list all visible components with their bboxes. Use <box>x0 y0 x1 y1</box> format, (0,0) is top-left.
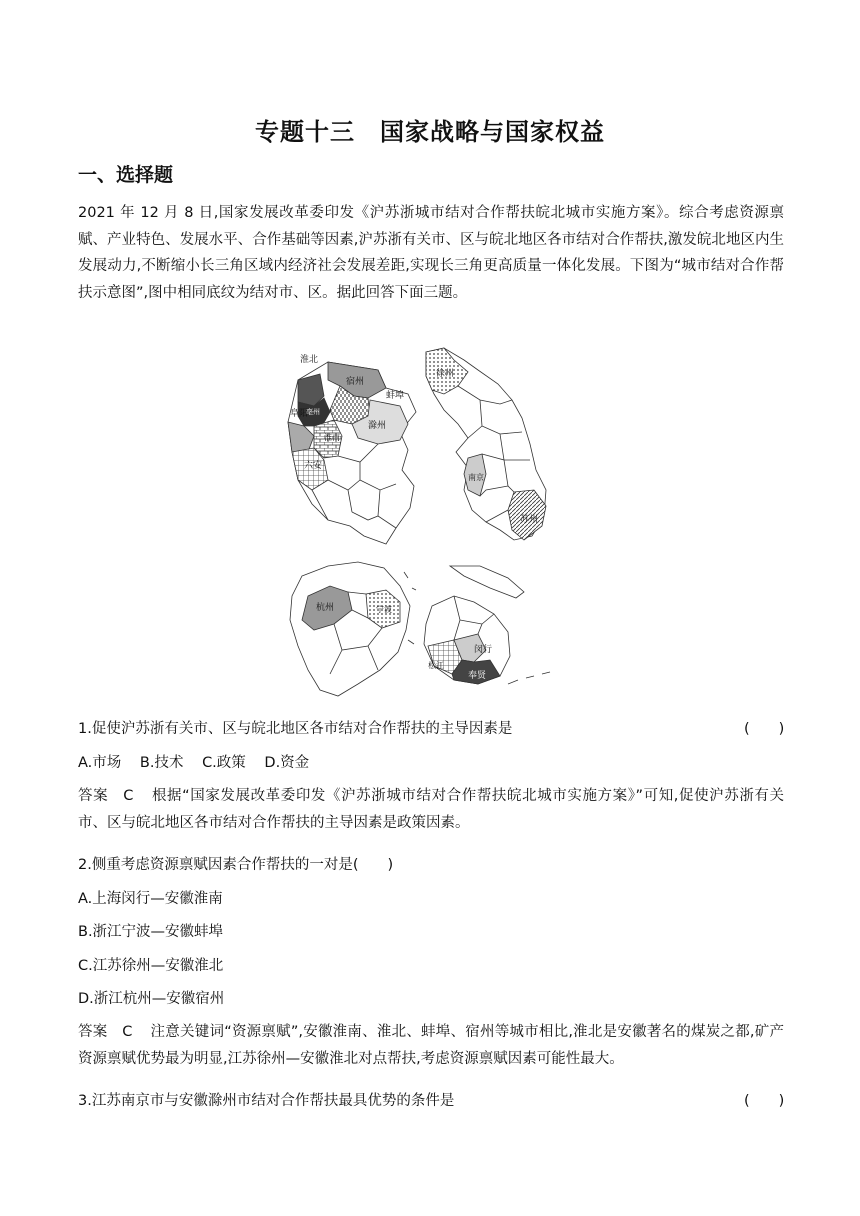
label-huainan: 淮南 <box>324 433 340 442</box>
zhejiang-map <box>290 562 416 696</box>
option-c: C.江苏徐州—安徽淮北 <box>78 958 224 974</box>
question-3 <box>78 1090 784 1112</box>
label-suzhou-ah: 宿州 <box>346 377 365 387</box>
jiangsu-map <box>426 348 546 540</box>
answer-1-text: 根据“国家发展改革委印发《沪苏浙城市结对合作帮扶皖北城市实施方案》”可知,促使沪苏浙有关市、区与皖北地区各市结对合作帮扶的主导因素是政策因素。 <box>78 788 784 831</box>
anhui-map <box>288 353 416 544</box>
answer-1-tag: 答案 C <box>78 788 134 804</box>
shanghai-map <box>424 566 550 684</box>
answer-2-text: 注意关键词“资源禀赋”,安徽淮南、淮北、蚌埠、宿州等城市相比,淮北是安徽著名的煤炭之都,矿产资源禀赋优势最为明显,江苏徐州—安徽淮北对点帮扶,考虑资源禀赋因素可能性最大。 <box>78 1024 785 1067</box>
option-b: B.技术 <box>139 755 184 771</box>
label-fengxian: 奉贤 <box>468 671 487 681</box>
option-c: C.政策 <box>202 755 246 771</box>
zhejiang-outline <box>290 562 410 696</box>
question-1-options <box>78 752 784 774</box>
page-title: 专题十三 国家战略与国家权益 <box>255 118 605 146</box>
question-2-stem: 2.侧重考虑资源禀赋因素合作帮扶的一对是( ) <box>78 857 394 873</box>
label-nanjing: 南京 <box>468 473 484 482</box>
label-hangzhou: 杭州 <box>316 603 335 613</box>
option-a: A.市场 <box>78 755 122 771</box>
label-bozhou: 亳州 <box>306 408 320 416</box>
label-fuyang: 阜阳 <box>290 409 309 419</box>
answer-2-tag: 答案 C <box>78 1024 133 1040</box>
pairing-map <box>268 340 598 702</box>
label-suzhou-js: 苏州 <box>520 515 539 525</box>
section-heading: 一、选择题 <box>78 164 174 186</box>
option-d: D.资金 <box>264 755 310 771</box>
label-luan: 六安 <box>304 461 323 471</box>
label-ningbo: 宁波 <box>376 605 392 614</box>
option-d: D.浙江杭州—安徽宿州 <box>78 991 225 1007</box>
label-huaibei: 淮北 <box>300 355 319 365</box>
question-1-stem: 1.促使沪苏浙有关市、区与皖北地区各市结对合作帮扶的主导因素是 <box>78 721 513 737</box>
pairing-map-figure <box>268 340 598 702</box>
answer-blank-3: ( ) <box>744 1093 785 1109</box>
intro-paragraph: 2021 年 12 月 8 日,国家发展改革委印发《沪苏浙城市结对合作帮扶皖北城市实施方案》。综合考虑资源禀赋、产业特色、发展水平、合作基础等因素,沪苏浙有关市、区与皖北地区各市结对合作帮扶,激发皖北地区内生发展动力,不断缩小长三角区域内经济社会发展差距,实现长三角更高质量一体化发展。下图为“城市结对合作帮扶示意图”,图中相同底纹为结对市、区。据此回答下面三题。 <box>78 205 784 301</box>
question-3-stem: 3.江苏南京市与安徽滁州市结对合作帮扶最具优势的条件是 <box>78 1093 455 1109</box>
option-a: A.上海闵行—安徽淮南 <box>78 891 223 907</box>
label-chuzhou: 滁州 <box>368 421 387 431</box>
question-1 <box>78 718 784 740</box>
answer-2 <box>78 1019 784 1073</box>
chongming-island <box>450 566 524 598</box>
label-songjiang: 松江 <box>428 661 444 670</box>
answer-blank-1: ( ) <box>744 721 785 737</box>
label-bengbu: 蚌埠 <box>386 391 405 401</box>
label-xuzhou: 徐州 <box>436 369 455 379</box>
option-b: B.浙江宁波—安徽蚌埠 <box>78 924 224 940</box>
answer-1 <box>78 783 784 837</box>
label-minhang: 闵行 <box>474 645 493 655</box>
